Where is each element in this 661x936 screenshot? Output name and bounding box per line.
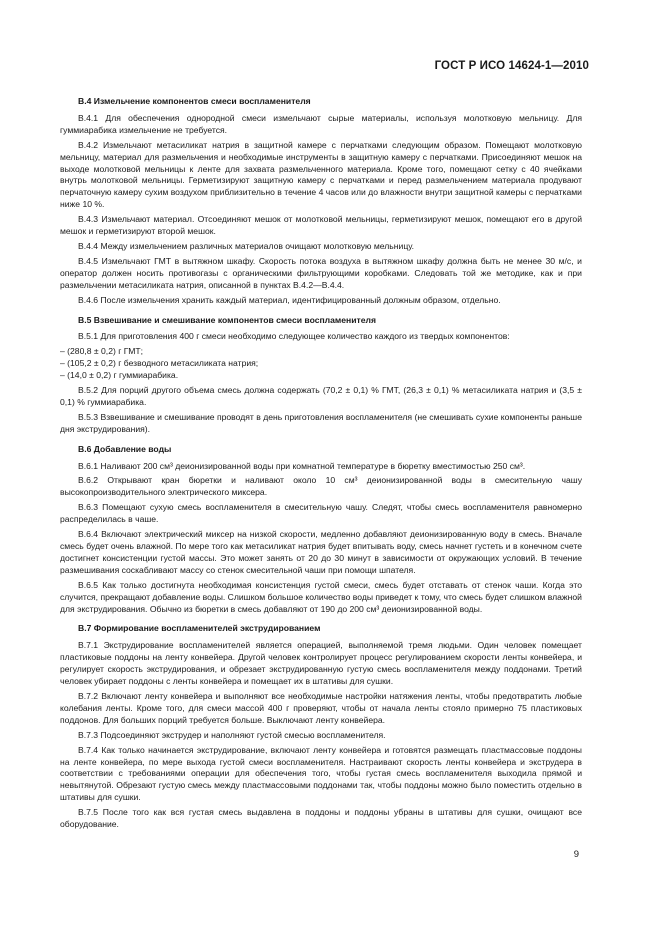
- section-heading: B.7 Формирование воспламенителей экструдированием: [78, 623, 321, 634]
- paragraph: B.7.1 Экструдирование воспламенителей является операцией, выполняемой тремя людьми. Один человек помещает пластиковые поддоны на ленту конвейера. Другой человек контролирует процесс регулированием скорости ленты конвейера, и регулирует скорость экструдирования, и обрезает экструдированную густую смесь воспламенителя между поддонами. Третий человек убирает поддоны с ленты конвейера и помещает их в штативы для сушки.: [60, 640, 582, 687]
- page-number: 9: [573, 849, 579, 860]
- paragraph: B.5.2 Для порций другого объема смесь должна содержать (70,2 ± 0,1) % ГМТ, (26,3 ± 0,1) % метасиликата натрия и (3,5 ± 0,1) % гуммиарабика.: [60, 385, 582, 407]
- paragraph: B.6.4 Включают электрический миксер на низкой скорости, медленно добавляют деионизированную воду в смесь. Вначале смесь будет очень влажной. По мере того как метасиликат натрия будет впитывать воду, смесь начнет густеть и в конечном счете достигнет консистенции густой массы. Это может занять от 20 до 30 минут в зависимости от окружающих условий. В течение размешивания соскабливают массу со стенок смесительной чаши при помощи шпателя.: [60, 529, 582, 575]
- paragraph: B.6.5 Как только достигнута необходимая консистенция густой смеси, смесь будет отставать от стенок чаши. Когда это случится, прекращают добавление воды. Слишком большое количество воды приведет к тому, что смесь будет слишком влажной для экструдирования. Обычно из бюретки в смесь добавляют от 190 до 200 см³ деионизированной воды.: [60, 579, 582, 614]
- paragraph: B.5.1 Для приготовления 400 г смеси необходимо следующее количество каждого из твердых компонентов:: [78, 331, 510, 342]
- section-heading: B.5 Взвешивание и смешивание компонентов смеси воспламенителя: [78, 314, 376, 325]
- paragraph: B.6.3 Помещают сухую смесь воспламенителя в смесительную чашу. Следят, чтобы смесь воспламенителя равномерно распределилась в чаше.: [60, 502, 582, 525]
- paragraph: B.4.5 Измельчают ГМТ в вытяжном шкафу. Скорость потока воздуха в вытяжном шкафу должна быть не менее 30 м/с, и оператор должен носить противогазы с органическими фильтрующими коробками. Следовать той же методике, как и при размельчении метасиликата натрия, описанной в пунктах B.4.2—B.4.4.: [60, 255, 582, 290]
- list-item: – (105,2 ± 0,2) г безводного метасиликата натрия;: [60, 358, 259, 369]
- list-item: – (280,8 ± 0,2) г ГМТ;: [60, 346, 143, 357]
- paragraph: B.4.6 После измельчения хранить каждый материал, идентифицированный должным образом, отдельно.: [78, 294, 501, 305]
- paragraph: B.6.1 Наливают 200 см³ деионизированной воды при комнатной температуре в бюретку вместимостью 250 см³.: [78, 460, 526, 471]
- paragraph: B.4.1 Для обеспечения однородной смеси измельчают сырые материалы, используя молотковую мельницу. Для гуммиарабика измельчение не требуется.: [60, 112, 582, 135]
- paragraph: B.6.2 Открывают кран бюретки и наливают около 10 см³ деионизированной воды в смесительную чашу высокопроизводительного электрического миксера.: [60, 475, 582, 498]
- document-body: [60, 96, 582, 834]
- paragraph: B.4.4 Между измельчением различных материалов очищают молотковую мельницу.: [78, 240, 415, 251]
- section-heading: B.4 Измельчение компонентов смеси воспламенителя: [78, 96, 311, 106]
- list-item: – (14,0 ± 0,2) г гуммиарабика.: [60, 370, 179, 381]
- paragraph: B.7.5 После того как вся густая смесь выдавлена в поддоны и поддоны убраны в штативы для сушки, очищают все оборудование.: [60, 807, 582, 830]
- paragraph: B.7.3 Подсоединяют экструдер и наполняют густой смесью воспламенителя.: [78, 729, 386, 740]
- paragraph: B.7.4 Как только начинается экструдирование, включают ленту конвейера и готовятся размещать пластмассовые поддоны на ленте конвейера, по мере выхода густой смеси воспламенителя. Настраивают скорость ленты конвейера и экструдера в соответствии с требованиями операции для обеспечения того, чтобы густая смесь воспламенителя выходила прямой и невытянутой. Обрезают густую смесь между пластмассовыми поддонами так, чтобы поддоны можно было поместить отдельно в штативы для сушки.: [60, 744, 582, 803]
- section-heading: B.6 Добавление воды: [78, 443, 172, 454]
- document-header: ГОСТ Р ИСО 14624-1—2010: [434, 60, 589, 72]
- paragraph: B.4.2 Измельчают метасиликат натрия в защитной камере с перчатками следующим образом. Помещают молотковую мельницу, материал для размельчения и необходимые инструменты в защитную камеру с перчатками. Присоединяют мешок на выходе молотковой мельницы к ленте для захвата размельченного материала. Кроме того, помещают сетку с 40 ячейками внутрь молотковой мельницы. Герметизируют защитную камеру с перчатками и перед размельчением материала продувают перчаточную камеру сухим воздухом приблизительно в течение 4 часов или до влажности внутри защитной камеры с перчатками ниже 10 %.: [60, 139, 582, 210]
- paragraph: B.7.2 Включают ленту конвейера и выполняют все необходимые настройки натяжения ленты, чтобы предотвратить любые колебания ленты. Кроме того, для смеси массой 400 г проверяют, чтобы от начала ленты стояло примерно 75 пластиковых поддонов. Для больших порций требуется больше. Выключают ленту конвейера.: [60, 690, 582, 725]
- paragraph: B.4.3 Измельчают материал. Отсоединяют мешок от молотковой мельницы, герметизируют мешок, помещают его в другой мешок и герметизируют второй мешок.: [60, 214, 582, 237]
- paragraph: B.5.3 Взвешивание и смешивание проводят в день приготовления воспламенителя (не смешивать сухие компоненты раньше дня экструдирования).: [60, 411, 582, 434]
